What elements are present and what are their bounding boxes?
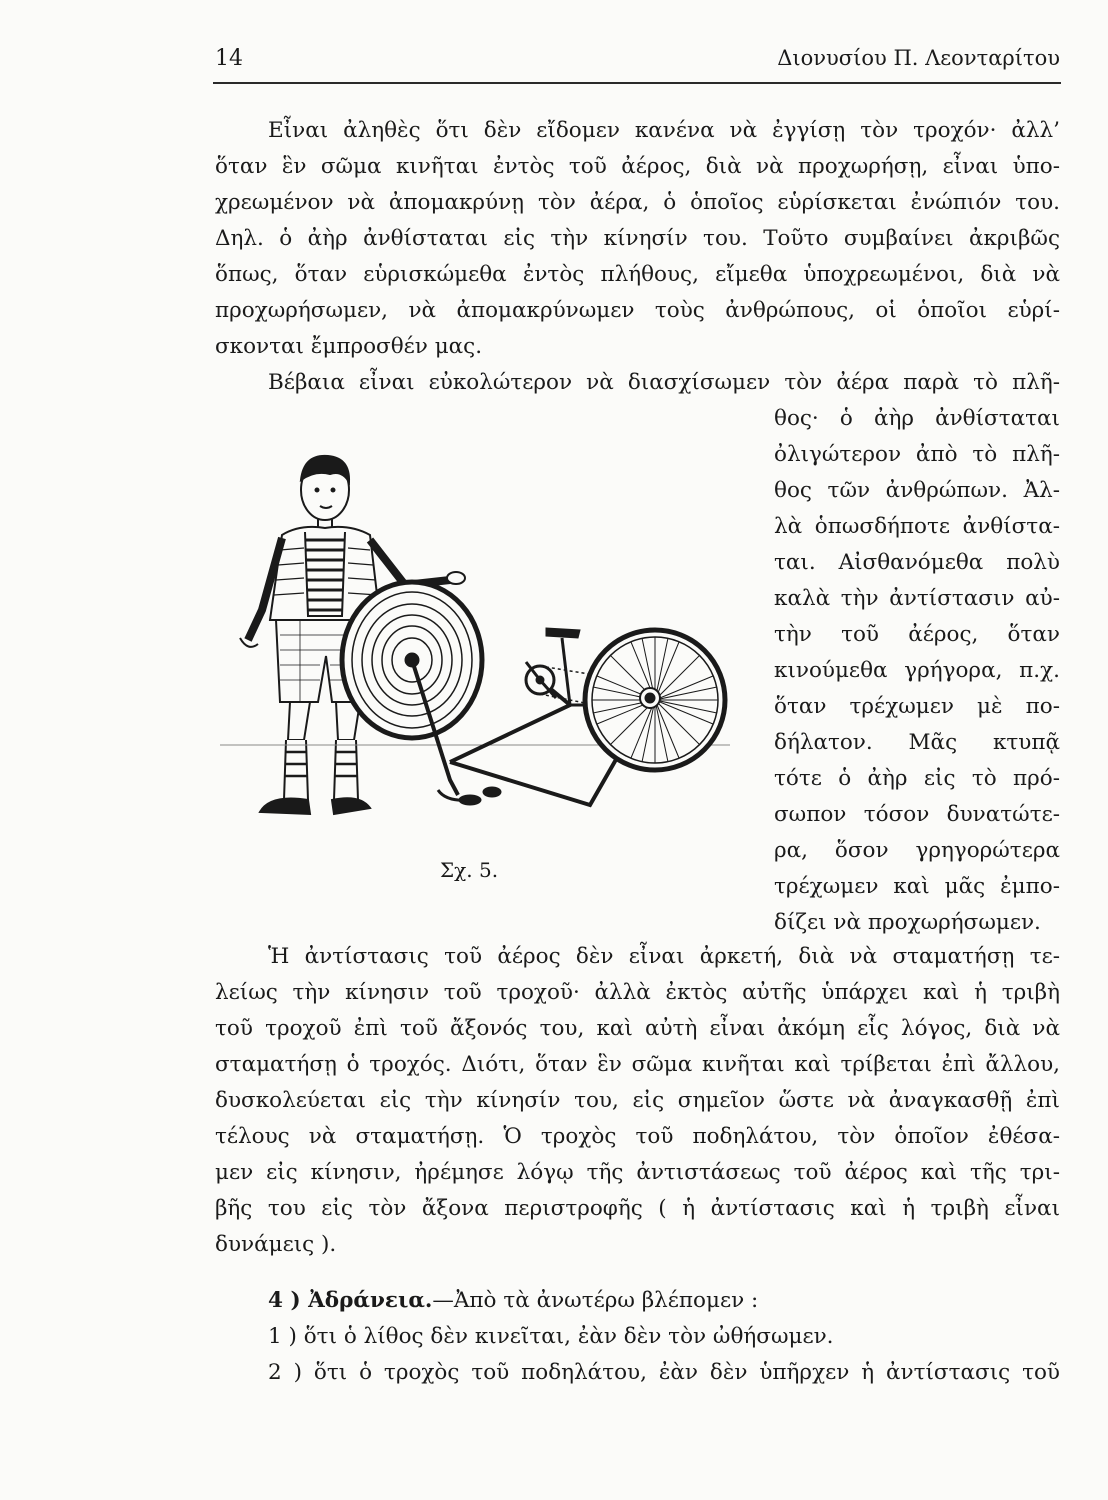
text-line: δυνάμεις ). xyxy=(215,1232,337,1257)
text-line: μεν εἰς κίνησιν, ἠρέμησε λόγῳ τῆς ἀντιστάσεως τοῦ ἀέρος καὶ τῆς τρι- xyxy=(215,1160,1060,1185)
text-line: δυσκολεύεται εἰς τὴν κίνησίν του, εἰς σημεῖον ὥστε νὰ ἀναγκασθῇ ἐπὶ xyxy=(215,1088,1060,1113)
list-item: 2 ) ὅτι ὁ τροχὸς τοῦ ποδηλάτου, ἐὰν δὲν ὑπῆρχεν ἡ ἀντίστασις τοῦ xyxy=(268,1360,1060,1385)
text-line: τοῦ τροχοῦ ἐπὶ τοῦ ἄξονός του, καὶ αὐτὴ εἶναι ἀκόμη εἷς λόγος, διὰ νὰ xyxy=(215,1016,1060,1041)
text-line: Βέβαια εἶναι εὐκολώτερον νὰ διασχίσωμεν τὸν ἀέρα παρὰ τὸ πλῆ- xyxy=(268,370,1060,395)
column-line: κινούμεθα γρήγορα, π.χ. xyxy=(774,658,1060,683)
header-rule xyxy=(213,82,1061,84)
text-line: Εἶναι ἀληθὲς ὅτι δὲν εἴδομεν κανένα νὰ ἐγγίσῃ τὸν τροχόν· ἀλλ’ xyxy=(268,118,1060,143)
running-title: Διονυσίου Π. Λεονταρίτου xyxy=(777,46,1060,70)
column-line: τρέχωμεν καὶ μᾶς ἐμπο- xyxy=(774,874,1060,899)
page-header xyxy=(215,46,1060,76)
text-line: ὅπως, ὅταν εὑρισκώμεθα ἐντὸς πλήθους, εἴμεθα ὑποχρεωμένοι, διὰ νὰ xyxy=(215,262,1060,287)
column-line: λὰ ὁπωσδήποτε ἀνθίστα- xyxy=(774,514,1060,539)
list-item: 1 ) ὅτι ὁ λίθος δὲν κινεῖται, ἐὰν δὲν τὸν ὠθήσωμεν. xyxy=(268,1324,834,1349)
figure-boy-with-bicycle xyxy=(220,440,730,840)
text-line: λείως τὴν κίνησιν τοῦ τροχοῦ· ἀλλὰ ἐκτὸς αὐτῆς ὑπάρχει καὶ ἡ τριβὴ xyxy=(215,980,1060,1005)
column-line: ται. Αἰσθανόμεθα πολὺ xyxy=(774,550,1060,575)
column-line: τότε ὁ ἀὴρ εἰς τὸ πρό- xyxy=(774,766,1060,791)
column-line: δήλατον. Μᾶς κτυπᾷ xyxy=(774,730,1060,755)
figure-caption: Σχ. 5. xyxy=(440,858,499,882)
column-line: θος· ὁ ἀὴρ ἀνθίσταται xyxy=(774,406,1060,431)
column-line: δίζει νὰ προχωρήσωμεν. xyxy=(774,910,1041,935)
page-number: 14 xyxy=(215,46,243,71)
text-line: Δηλ. ὁ ἀὴρ ἀνθίσταται εἰς τὴν κίνησίν του. Τοῦτο συμβαίνει ἀκριβῶς xyxy=(215,226,1060,251)
text-line: σταματήσῃ ὁ τροχός. Διότι, ὅταν ἓν σῶμα κινῆται καὶ τρίβεται ἐπὶ ἄλλου, xyxy=(215,1052,1060,1077)
text-line: βῆς του εἰς τὸν ἄξονα περιστροφῆς ( ἡ ἀντίστασις καὶ ἡ τριβὴ εἶναι xyxy=(215,1196,1060,1221)
column-line: σωπον τόσον δυνατώτε- xyxy=(774,802,1060,827)
text-line: Ἡ ἀντίστασις τοῦ ἀέρος δὲν εἶναι ἀρκετή, διὰ νὰ σταματήσῃ τε- xyxy=(268,944,1060,969)
column-line: καλὰ τὴν ἀντίστασιν αὐ- xyxy=(774,586,1060,611)
text-line: ὅταν ἓν σῶμα κινῆται ἐντὸς τοῦ ἀέρος, διὰ νὰ προχωρήσῃ, εἶναι ὑπο- xyxy=(215,154,1060,179)
text-line: χρεωμένον νὰ ἀπομακρύνῃ τὸν ἀέρα, ὁ ὁποῖος εὑρίσκεται ἐνώπιόν του. xyxy=(215,190,1060,215)
section-heading: 4 ) Ἀδράνεια. xyxy=(268,1288,433,1313)
column-line: τὴν τοῦ ἀέρος, ὅταν xyxy=(774,622,1060,647)
column-line: ὀλιγώτερον ἀπὸ τὸ πλῆ- xyxy=(774,442,1060,467)
column-line: ρα, ὅσον γρηγορώτερα xyxy=(774,838,1060,863)
text-line: προχωρήσωμεν, νὰ ἀπομακρύνωμεν τοὺς ἀνθρώπους, οἱ ὁποῖοι εὑρί- xyxy=(215,298,1060,323)
column-line: θος τῶν ἀνθρώπων. Ἀλ- xyxy=(774,478,1060,503)
section-intro: —Ἀπὸ τὰ ἀνωτέρω βλέπομεν : xyxy=(432,1288,759,1313)
column-line: ὅταν τρέχωμεν μὲ πο- xyxy=(774,694,1060,719)
text-line: τέλους νὰ σταματήσῃ. Ὁ τροχὸς τοῦ ποδηλάτου, τὸν ὁποῖον ἐθέσα- xyxy=(215,1124,1060,1149)
text-line: σκονται ἔμπροσθέν μας. xyxy=(215,334,483,359)
section-heading-line xyxy=(268,1290,1060,1312)
